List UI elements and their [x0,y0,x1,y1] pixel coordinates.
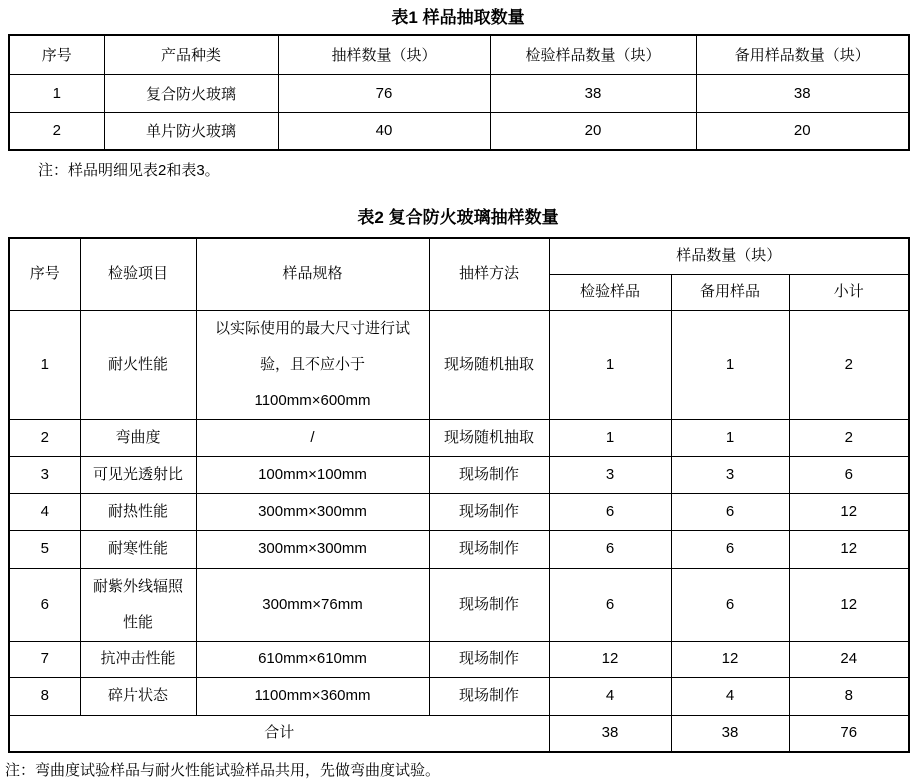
cell-method: 现场制作 [429,677,549,715]
cell-spare-sample-qty: 20 [696,112,909,150]
cell-method: 现场制作 [429,456,549,493]
cell-spec: 610mm×610mm [196,641,429,677]
cell-subtotal: 8 [789,677,909,715]
item-line-1: 耐紫外线辐照 [92,577,183,595]
cell-index: 2 [9,419,80,456]
cell-subtotal: 6 [789,456,909,493]
cell-sample-qty: 76 [278,74,490,112]
cell-item [80,568,196,641]
header-qty-subtotal: 小计 [789,274,909,310]
item-line-2: 性能 [122,613,153,631]
table1-row [9,74,909,112]
header-qty-test: 检验样品 [549,274,671,310]
cell-index: 5 [9,530,80,568]
cell-product-type: 单片防火玻璃 [104,112,278,150]
cell-spare-count: 12 [671,641,789,677]
cell-method: 现场制作 [429,568,549,641]
cell-index: 1 [9,74,104,112]
cell-total-test: 38 [549,715,671,752]
cell-spare-count: 4 [671,677,789,715]
cell-method: 现场制作 [429,530,549,568]
cell-test-count: 3 [549,456,671,493]
table2-row [9,310,909,419]
table1-title: 表1 样品抽取数量 [391,8,525,27]
cell-spec: 100mm×100mm [196,456,429,493]
cell-index: 2 [9,112,104,150]
cell-spec: / [196,419,429,456]
table2-row [9,419,909,456]
cell-spec: 300mm×300mm [196,493,429,530]
cell-test-count: 6 [549,493,671,530]
table2-row [9,530,909,568]
table2-row [9,493,909,530]
cell-index: 1 [9,310,80,419]
header-test-item: 检验项目 [80,238,196,310]
cell-method: 现场制作 [429,493,549,530]
cell-subtotal: 2 [789,419,909,456]
header-index: 序号 [9,35,104,74]
cell-total-subtotal: 76 [789,715,909,752]
table2-total-row [9,715,909,752]
cell-subtotal: 12 [789,493,909,530]
cell-method: 现场随机抽取 [429,419,549,456]
cell-sample-qty: 40 [278,112,490,150]
cell-item: 耐寒性能 [80,530,196,568]
table1-row [9,112,909,150]
header-spec: 样品规格 [196,238,429,310]
cell-test-count: 6 [549,530,671,568]
cell-spec: 1100mm×360mm [196,677,429,715]
cell-subtotal: 12 [789,568,909,641]
table2-row [9,568,909,641]
cell-index: 7 [9,641,80,677]
cell-spec: 300mm×76mm [196,568,429,641]
header-spare-sample-qty: 备用样品数量（块） [696,35,909,74]
cell-test-count: 1 [549,419,671,456]
cell-item: 耐火性能 [80,310,196,419]
header-index: 序号 [9,238,80,310]
cell-subtotal: 24 [789,641,909,677]
cell-item: 抗冲击性能 [80,641,196,677]
cell-method: 现场随机抽取 [429,310,549,419]
cell-total-spare: 38 [671,715,789,752]
cell-test-sample-qty: 20 [490,112,696,150]
cell-spare-count: 1 [671,419,789,456]
header-method: 抽样方法 [429,238,549,310]
spec-line-1: 以实际使用的最大尺寸进行试 [214,319,410,337]
cell-method: 现场制作 [429,641,549,677]
cell-item: 弯曲度 [80,419,196,456]
table1 [8,34,910,151]
cell-test-sample-qty: 38 [490,74,696,112]
cell-test-count: 4 [549,677,671,715]
cell-spare-count: 1 [671,310,789,419]
document-page [0,7,916,780]
cell-spare-sample-qty: 38 [696,74,909,112]
cell-index: 8 [9,677,80,715]
table2-header-row-1 [9,238,909,274]
header-product-type: 产品种类 [104,35,278,74]
table1-header-row [9,35,909,74]
header-sample-qty: 抽样数量（块） [278,35,490,74]
cell-item: 可见光透射比 [80,456,196,493]
header-test-sample-qty: 检验样品数量（块） [490,35,696,74]
header-qty-spare: 备用样品 [671,274,789,310]
table2-row [9,641,909,677]
table2-row [9,677,909,715]
cell-spare-count: 6 [671,568,789,641]
cell-spec [196,310,429,419]
table2-title: 表2 复合防火玻璃抽样数量 [357,208,559,227]
cell-test-count: 12 [549,641,671,677]
table1-note: 注：样品明细见表2和表3。 [38,162,220,179]
cell-index: 4 [9,493,80,530]
cell-index: 3 [9,456,80,493]
header-qty-group: 样品数量（块） [549,238,909,274]
cell-index: 6 [9,568,80,641]
cell-subtotal: 12 [789,530,909,568]
cell-subtotal: 2 [789,310,909,419]
cell-test-count: 6 [549,568,671,641]
cell-spec: 300mm×300mm [196,530,429,568]
cell-item: 耐热性能 [80,493,196,530]
cell-product-type: 复合防火玻璃 [104,74,278,112]
table2-row [9,456,909,493]
cell-spare-count: 6 [671,493,789,530]
cell-spare-count: 3 [671,456,789,493]
table2-note: 注：弯曲度试验样品与耐火性能试验样品共用，先做弯曲度试验。 [5,762,441,779]
cell-total-label: 合计 [9,715,549,752]
cell-spare-count: 6 [671,530,789,568]
cell-item: 碎片状态 [80,677,196,715]
spec-line-2: 验，且不应小于1100mm×600mm [254,355,371,409]
table2 [8,237,910,753]
cell-test-count: 1 [549,310,671,419]
